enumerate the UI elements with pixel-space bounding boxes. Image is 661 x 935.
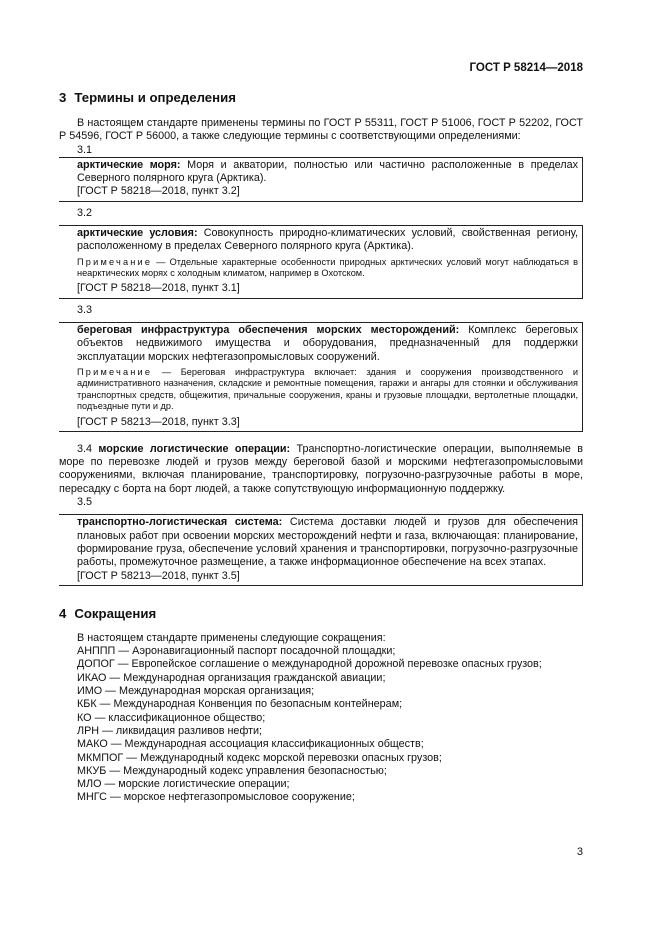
abbreviation-item: МКМПОГ — Международный кодекс морской перевозки опасных грузов; — [77, 751, 442, 764]
term-3-4 — [59, 443, 583, 496]
section-title: Сокращения — [74, 605, 157, 621]
page-content — [59, 90, 583, 805]
term-number: 3.5 — [77, 496, 93, 509]
abbreviation-list — [59, 645, 583, 805]
term-definition-text: Комплекс береговых объектов недвижимого имущества и оборудования, предназначенный для поддержки эксплуатации морских нефтегазопромысловых сооружений. — [77, 324, 578, 363]
term-definition-text: Система доставки людей и грузов для обеспечения плановых работ при освоении морских месторождений нефти и газа, включающая: планирование, формирование груза, обеспечение условий хранения и транспортировки, погрузочно-разгрузочные работы, промежуточное размещение, а также информационное обеспечение на всех этапах. — [77, 516, 578, 569]
abbreviation-item: ДОПОГ — Европейское соглашение о международной дорожной перевозке опасных грузов; — [77, 658, 542, 671]
abbreviation-item: АНППП — Аэронавигационный паспорт посадочной площадки; — [77, 645, 396, 658]
term-box-3-2 — [59, 225, 583, 299]
term-name: транспортно-логистическая система: — [77, 516, 283, 529]
term-number: 3.1 — [77, 143, 93, 156]
section-title: Термины и определения — [74, 90, 236, 105]
section-4-heading — [59, 606, 583, 622]
term-definition-text: Моря и акватории, полностью или частично расположенные в пределах Северного полярного круга (Арктика). — [77, 158, 578, 185]
section-number: 3 — [59, 90, 67, 105]
note-label: Примечание — [77, 366, 153, 377]
term-source: [ГОСТ Р 58213—2018, пункт 3.3] — [77, 415, 240, 428]
term-box-3-3 — [59, 322, 583, 432]
abbreviation-item: МКУБ — Международный кодекс управления безопасностью; — [77, 764, 387, 777]
note-label: Примечание — [77, 256, 153, 267]
term-note — [77, 367, 578, 413]
section-3-heading — [59, 90, 583, 106]
abbreviation-item: ЛРН — ликвидация разливов нефти; — [77, 724, 263, 737]
term-definition-text: Транспортно-логистические операции, выполняемые в море по перевозке людей и грузов между береговой базой и морскими нефтегазопромысловыми сооружениями, включая планирование, транспортировку, погрузочно-разгрузочные работы в море, пересадку с борта на борт людей, а также сопутствующую информационную поддержку. — [59, 442, 583, 495]
note-text: — Отдельные характерные особенности природных арктических условий могут наблюдаться в неарктических морях с холодным климатом, например в Охотском. — [77, 256, 578, 279]
abbreviation-item: КБК — Международная Конвенция по безопасным контейнерам; — [77, 698, 403, 711]
term-box-3-5 — [59, 514, 583, 585]
term-name: арктические условия: — [77, 227, 198, 240]
term-name: арктические моря: — [77, 158, 181, 171]
section-3-intro: В настоящем стандарте применены термины по ГОСТ Р 55311, ГОСТ Р 51006, ГОСТ Р 52202, ГОСТ Р 54596, ГОСТ Р 56000, а также следующие термины с соответствующими определениями: — [59, 117, 583, 143]
term-definition-text: Совокупность природно-климатических условий, свойственная региону, расположенному в пределах Северного полярного круга (Арктика). — [77, 227, 578, 253]
term-name: морские логистические операции: — [98, 442, 291, 455]
abbreviation-item: КО — классификационное общество; — [77, 711, 266, 724]
standard-code-header: ГОСТ Р 58214—2018 — [469, 62, 583, 74]
term-source: [ГОСТ Р 58218—2018, пункт 3.1] — [77, 282, 240, 295]
note-text: — Береговая инфраструктура включает: здания и сооружения производственного и административного назначения, складские и ремонтные помещения, гаражи и ангары для стоянки и обслуживания транспортных средств, общежития, причальные сооружения, краны и грузовые площадки, вертолетные площадки, подъездные пути и др. — [77, 366, 578, 412]
term-note — [77, 257, 578, 280]
page-number: 3 — [576, 846, 583, 858]
term-source: [ГОСТ Р 58218—2018, пункт 3.2] — [77, 185, 240, 198]
term-number: 3.2 — [77, 206, 93, 219]
term-number: 3.4 — [77, 442, 93, 455]
section-4-intro: В настоящем стандарте применены следующие сокращения: — [77, 631, 386, 644]
section-number: 4 — [59, 605, 67, 621]
abbreviation-item: МАКО — Международная ассоциация классификационных обществ; — [77, 738, 424, 751]
term-definition — [77, 227, 578, 254]
term-definition — [77, 516, 578, 569]
term-definition — [77, 324, 578, 364]
abbreviation-item: ИМО — Международная морская организация; — [77, 685, 315, 698]
term-name: береговая инфраструктура обеспечения морских месторождений: — [77, 324, 460, 337]
term-box-3-1 — [59, 157, 583, 202]
abbreviation-item: ИКАО — Международная организация гражданской авиации; — [77, 671, 386, 684]
term-definition — [77, 159, 578, 186]
term-source: [ГОСТ Р 58213—2018, пункт 3.5] — [77, 569, 240, 582]
abbreviation-item: МНГС — морское нефтегазопромысловое сооружение; — [77, 791, 355, 804]
term-number: 3.3 — [77, 303, 93, 316]
abbreviation-item: МЛО — морские логистические операции; — [77, 778, 290, 791]
